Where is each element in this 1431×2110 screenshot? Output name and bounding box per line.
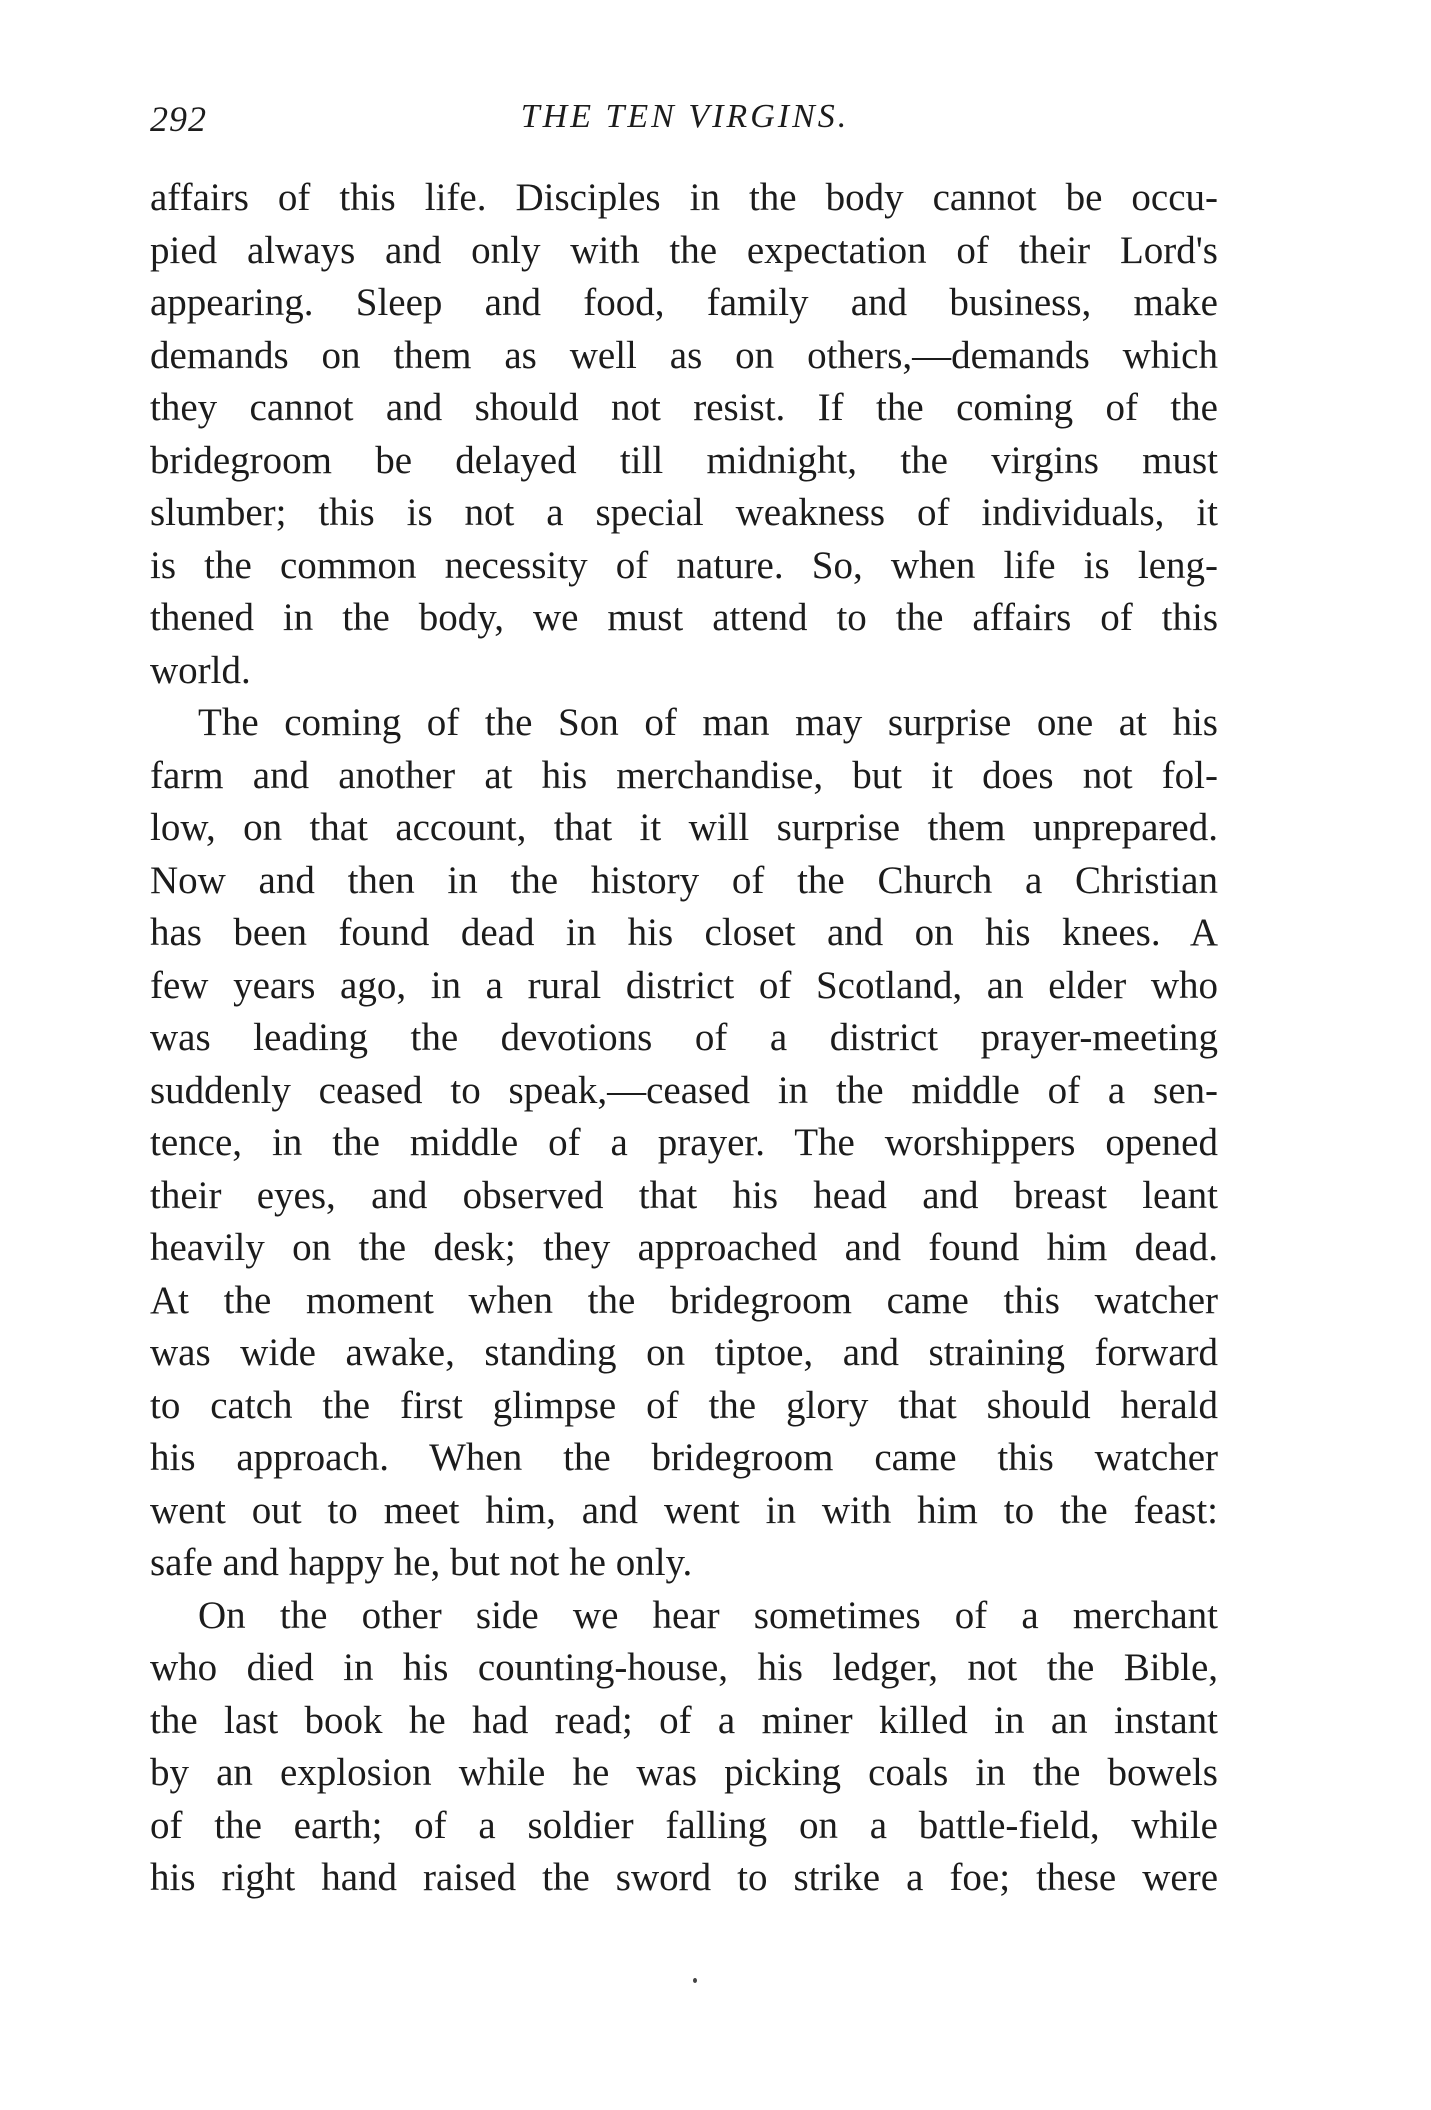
text-line: At the moment when the bridegroom came this watcher	[150, 1278, 1218, 1322]
text-line: tence, in the middle of a prayer. The worshippers opened	[150, 1121, 1218, 1164]
text-line: is the common necessity of nature. So, when life is leng-	[150, 543, 1218, 587]
text-line: pied always and only with the expectation of their Lord's	[150, 228, 1218, 272]
body-text	[150, 172, 1218, 1905]
text-line: they cannot and should not resist. If the coming of the	[150, 386, 1218, 429]
text-line: affairs of this life. Disciples in the body cannot be occu-	[150, 176, 1218, 219]
text-line: was wide awake, standing on tiptoe, and straining forward	[150, 1331, 1218, 1374]
text-line: his right hand raised the sword to strike a foe; these were	[150, 1856, 1218, 1899]
text-line: Now and then in the history of the Church a Christian	[150, 858, 1218, 902]
text-line: thened in the body, we must attend to the affairs of this	[150, 596, 1218, 639]
text-line: of the earth; of a soldier falling on a battle-field, while	[150, 1803, 1218, 1847]
text-line: slumber; this is not a special weakness of individuals, it	[150, 491, 1218, 534]
text-line: his approach. When the bridegroom came this watcher	[150, 1436, 1218, 1479]
paragraph-first-line: On the other side we hear sometimes of a merchant	[198, 1593, 1218, 1637]
text-line: suddenly ceased to speak,—ceased in the middle of a sen-	[150, 1068, 1218, 1112]
text-line: was leading the devotions of a district prayer-meeting	[150, 1016, 1218, 1059]
running-title: THE TEN VIRGINS.	[520, 98, 850, 135]
text-line: appearing. Sleep and food, family and business, make	[150, 281, 1218, 324]
text-line: heavily on the desk; they approached and found him dead.	[150, 1226, 1218, 1269]
text-line: who died in his counting-house, his ledger, not the Bible,	[150, 1646, 1218, 1689]
text-line: few years ago, in a rural district of Scotland, an elder who	[150, 963, 1218, 1007]
printer-mark	[693, 1978, 697, 1983]
text-line: safe and happy he, but not he only.	[150, 1541, 693, 1584]
text-line: low, on that account, that it will surprise them unprepared.	[150, 806, 1218, 849]
text-line: the last book he had read; of a miner killed in an instant	[150, 1698, 1218, 1742]
text-line: farm and another at his merchandise, but it does not fol-	[150, 753, 1218, 797]
text-line: demands on them as well as on others,—demands which	[150, 333, 1218, 377]
running-head	[150, 98, 1220, 146]
text-line: went out to meet him, and went in with him to the feast:	[150, 1488, 1218, 1532]
paragraph-first-line: The coming of the Son of man may surprise one at his	[198, 701, 1218, 744]
text-line: by an explosion while he was picking coals in the bowels	[150, 1751, 1218, 1794]
text-line: bridegroom be delayed till midnight, the virgins must	[150, 438, 1218, 482]
page-number: 292	[150, 99, 207, 139]
text-line: has been found dead in his closet and on his knees. A	[150, 911, 1218, 954]
text-line: to catch the first glimpse of the glory that should herald	[150, 1383, 1218, 1427]
text-line: their eyes, and observed that his head and breast leant	[150, 1173, 1218, 1217]
text-line: world.	[150, 648, 251, 692]
